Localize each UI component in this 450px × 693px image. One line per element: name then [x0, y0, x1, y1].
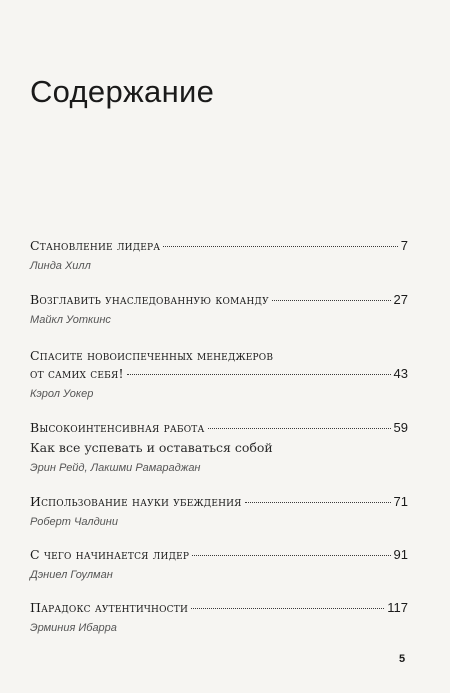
dot-leader — [245, 502, 391, 503]
toc-entry-author: Майкл Уоткинс — [30, 314, 111, 326]
toc-entry-author: Кэрол Уокер — [30, 388, 94, 400]
toc-entry-row — [30, 238, 408, 256]
toc-entry-title: Парадокс аутентичности — [30, 600, 189, 615]
toc-entry-page: 43 — [393, 366, 408, 381]
toc-entry-page: 91 — [393, 547, 408, 562]
toc-entry-row — [30, 600, 408, 618]
toc-entry-row — [30, 292, 408, 310]
toc-entry[interactable] — [30, 547, 408, 581]
page-number: 5 — [399, 653, 406, 665]
toc-entry[interactable] — [30, 348, 408, 400]
toc-entry[interactable] — [30, 238, 408, 272]
toc-entry-author: Эрминия Ибарра — [30, 622, 117, 634]
dot-leader — [127, 374, 391, 375]
toc-entry-title-line1: Спасите новоиспеченных менеджеров — [30, 348, 274, 363]
toc-entry-page: 27 — [393, 292, 408, 307]
toc-entry-title: Возглавить унаследованную команду — [30, 292, 269, 307]
toc-entry-title: С чего начинается лидер — [30, 547, 190, 562]
toc-entry-page: 59 — [393, 420, 408, 435]
toc-entry-page: 71 — [393, 494, 408, 509]
toc-entry[interactable] — [30, 420, 408, 474]
toc-entry[interactable] — [30, 600, 408, 634]
toc-entry-author: Роберт Чалдини — [30, 516, 118, 528]
toc-entry-title: Становление лидера — [30, 238, 161, 253]
toc-entry[interactable] — [30, 292, 408, 326]
toc-entry-author: Дэниел Гоулман — [30, 569, 113, 581]
toc-entry-row — [30, 420, 408, 438]
page-title: Содержание — [30, 74, 215, 109]
dot-leader — [208, 428, 391, 429]
toc-entry-subtitle: Как все успевать и оставаться собой — [30, 440, 273, 455]
dot-leader — [272, 300, 391, 301]
toc-entry-title: от самих себя! — [30, 366, 124, 381]
toc-entry-row — [30, 366, 408, 384]
dot-leader — [191, 608, 384, 609]
toc-entry-title: Высокоинтенсивная работа — [30, 420, 205, 435]
toc-entry-page: 7 — [400, 238, 408, 253]
toc-entry-page: 117 — [387, 600, 408, 615]
toc-entry-author: Эрин Рейд, Лакшми Рамараджан — [30, 462, 201, 474]
toc-entry-title: Использование науки убеждения — [30, 494, 242, 509]
dot-leader — [192, 555, 390, 556]
toc-entry-row — [30, 547, 408, 565]
toc-entry-author: Линда Хилл — [30, 260, 91, 272]
toc-entry[interactable] — [30, 494, 408, 528]
dot-leader — [163, 246, 398, 247]
toc-entry-row — [30, 494, 408, 512]
